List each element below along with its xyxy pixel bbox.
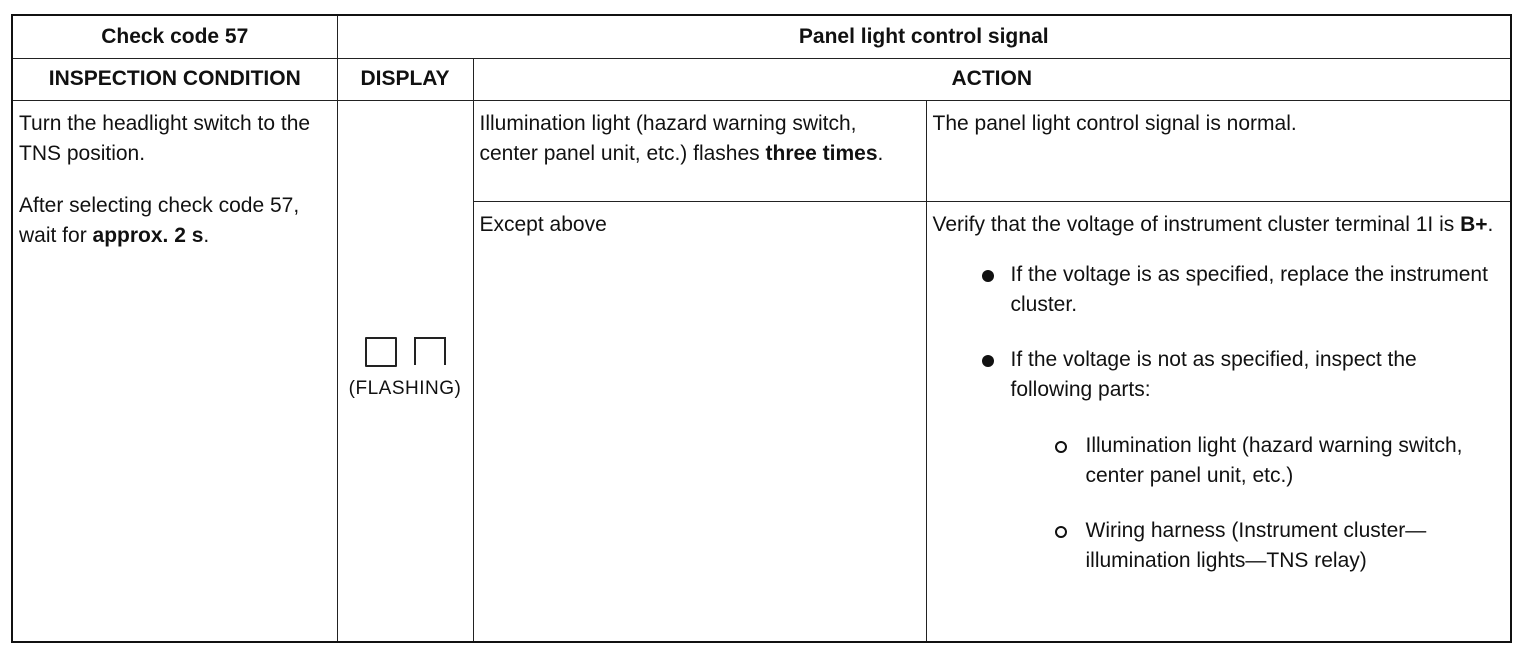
action-2-emphasis: B+ bbox=[1460, 212, 1488, 236]
condition-1-emphasis: three times bbox=[765, 141, 878, 165]
inspection-table bbox=[11, 14, 1512, 643]
list-item-text: If the voltage is not as specified, inspect the following parts: bbox=[1010, 347, 1417, 401]
column-header-inspection-label: INSPECTION CONDITION bbox=[48, 67, 301, 90]
action-text-2 bbox=[933, 210, 1505, 240]
table-title: Panel light control signal bbox=[798, 24, 1049, 48]
sub-list-item: Illumination light (hazard warning switch, center panel unit, etc.) bbox=[1052, 431, 1505, 491]
digit-zero-icon bbox=[365, 337, 397, 367]
condition-1-end: . bbox=[877, 141, 884, 165]
column-header-action bbox=[473, 58, 1511, 100]
condition-text-1 bbox=[480, 109, 920, 169]
condition-cell-1 bbox=[473, 100, 926, 201]
check-code-label: Check code 57 bbox=[101, 24, 249, 48]
action-cell-1 bbox=[926, 100, 1511, 201]
sub-bullet-list bbox=[1011, 431, 1505, 576]
list-item bbox=[977, 345, 1505, 576]
condition-text-2: Except above bbox=[479, 212, 607, 236]
seven-segment-display-icon bbox=[365, 337, 446, 367]
inspection-step-1: Turn the headlight switch to the TNS position. bbox=[19, 111, 311, 165]
title-row bbox=[12, 15, 1511, 58]
inspection-condition-cell bbox=[12, 100, 337, 642]
title-cell bbox=[337, 15, 1511, 58]
inspection-step-2-end: . bbox=[203, 223, 210, 247]
flashing-caption: (FLASHING) bbox=[348, 378, 462, 400]
action-2-text: Verify that the voltage of instrument cluster terminal 1I is bbox=[932, 212, 1461, 236]
condition-cell-2 bbox=[473, 201, 926, 642]
digit-seven-icon bbox=[414, 337, 446, 365]
check-code-cell bbox=[12, 15, 337, 58]
column-header-row bbox=[12, 58, 1511, 100]
inspection-step-2-emphasis: approx. 2 s bbox=[92, 223, 204, 247]
column-header-display bbox=[337, 58, 473, 100]
action-bullet-list bbox=[933, 260, 1505, 576]
column-header-action-label: ACTION bbox=[951, 67, 1032, 90]
display-cell bbox=[337, 100, 473, 642]
sub-list-item: Wiring harness (Instrument cluster—illumination lights—TNS relay) bbox=[1052, 516, 1505, 576]
action-cell-2 bbox=[926, 201, 1511, 642]
action-2-end: . bbox=[1487, 212, 1494, 236]
column-header-display-label: DISPLAY bbox=[360, 67, 450, 90]
table-row bbox=[12, 100, 1511, 201]
list-item: If the voltage is as specified, replace the instrument cluster. bbox=[977, 260, 1505, 320]
inspection-step-2-text: After selecting check code 57, wait for bbox=[19, 193, 300, 247]
action-text-1: The panel light control signal is normal. bbox=[932, 111, 1297, 135]
inspection-step-2 bbox=[19, 191, 331, 251]
column-header-inspection bbox=[12, 58, 337, 100]
condition-1-text: Illumination light (hazard warning switch, center panel unit, etc.) flashes bbox=[479, 111, 857, 165]
